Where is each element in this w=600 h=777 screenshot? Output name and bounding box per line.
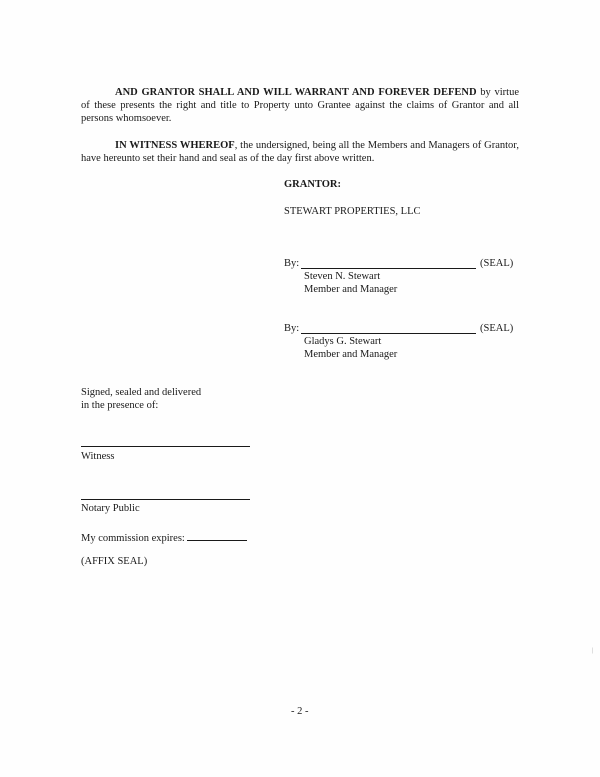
warranty-lead: AND GRANTOR SHALL AND WILL WARRANT AND FOREVER DEFEND [115, 87, 477, 98]
notary-signature-line[interactable] [81, 499, 250, 500]
signature-1-by-label: By: [284, 258, 300, 269]
grantor-heading: GRANTOR: [284, 179, 341, 190]
signature-2-by-label: By: [284, 323, 300, 334]
commission-date-line[interactable] [187, 530, 247, 541]
warranty-paragraph [81, 86, 519, 125]
signature-1-line[interactable] [301, 268, 476, 269]
signature-1-title: Member and Manager [304, 284, 398, 295]
witness-whereof-lead: IN WITNESS WHEREOF [115, 140, 235, 151]
signature-1-seal: (SEAL) [480, 258, 514, 269]
scan-mark: | [592, 648, 594, 654]
witness-whereof-paragraph [81, 139, 519, 165]
commission-expires [81, 530, 247, 544]
signature-2-title: Member and Manager [304, 349, 398, 360]
witness-label: Witness [81, 451, 115, 462]
attestation-line-2: in the presence of: [81, 400, 159, 411]
signature-2-seal: (SEAL) [480, 323, 514, 334]
witness-signature-line[interactable] [81, 446, 250, 447]
signature-2-name: Gladys G. Stewart [304, 336, 382, 347]
page-number: - 2 - [291, 706, 309, 717]
witness-whereof-text: , the undersigned, being all the Members and Managers of Grantor, have hereunto set their hand and seal as of the day first above written. [81, 140, 520, 164]
signature-2-line[interactable] [301, 333, 476, 334]
grantor-company: STEWART PROPERTIES, LLC [284, 206, 421, 217]
affix-seal: (AFFIX SEAL) [81, 556, 148, 567]
notary-label: Notary Public [81, 503, 140, 514]
commission-label: My commission expires: [81, 533, 185, 544]
attestation-line-1: Signed, sealed and delivered [81, 387, 202, 398]
warranty-text: by virtue of these presents the right and title to Property unto Grantee against the claims of Grantor and all persons whomsoever. [81, 87, 519, 124]
signature-1-name: Steven N. Stewart [304, 271, 381, 282]
